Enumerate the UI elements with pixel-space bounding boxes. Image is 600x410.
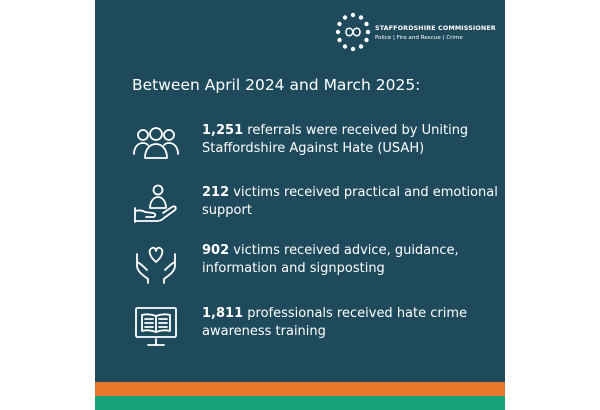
- stat-text-support: [202, 184, 498, 219]
- stat-number: 212: [202, 185, 230, 200]
- logo-dots-icon: [335, 12, 371, 52]
- stat-number: 1,811: [202, 306, 244, 321]
- stat-text-referrals: [202, 122, 498, 157]
- stat-item-referrals: [95, 122, 505, 172]
- logo-subtitle: Police | Fire and Rescue | Crime: [375, 35, 463, 41]
- hand-support-person-icon: [131, 184, 181, 228]
- stat-text-training: [202, 305, 498, 340]
- stat-description: victims received practical and emotional support: [202, 185, 498, 218]
- stat-description: professionals received hate crime awareness training: [202, 306, 468, 339]
- stat-item-support: [95, 184, 505, 234]
- stat-item-advice: [95, 242, 505, 292]
- orange-stripe: [95, 382, 505, 396]
- stat-description: victims received advice, guidance, information and signposting: [202, 243, 459, 276]
- monitor-book-icon: [131, 305, 181, 349]
- hands-heart-icon: [131, 242, 181, 286]
- group-people-icon: [131, 122, 181, 166]
- infographic-panel: [95, 0, 505, 410]
- stat-text-advice: [202, 242, 498, 277]
- green-stripe: [95, 396, 505, 410]
- stat-number: 1,251: [202, 123, 244, 138]
- logo-title: STAFFORDSHIRE COMMISSIONER: [375, 24, 496, 32]
- stat-number: 902: [202, 243, 230, 258]
- stat-item-training: [95, 305, 505, 355]
- staffordshire-commissioner-logo: [335, 12, 497, 52]
- page-heading: Between April 2024 and March 2025:: [132, 76, 421, 94]
- stat-description: referrals were received by Uniting Staffordshire Against Hate (USAH): [202, 123, 469, 156]
